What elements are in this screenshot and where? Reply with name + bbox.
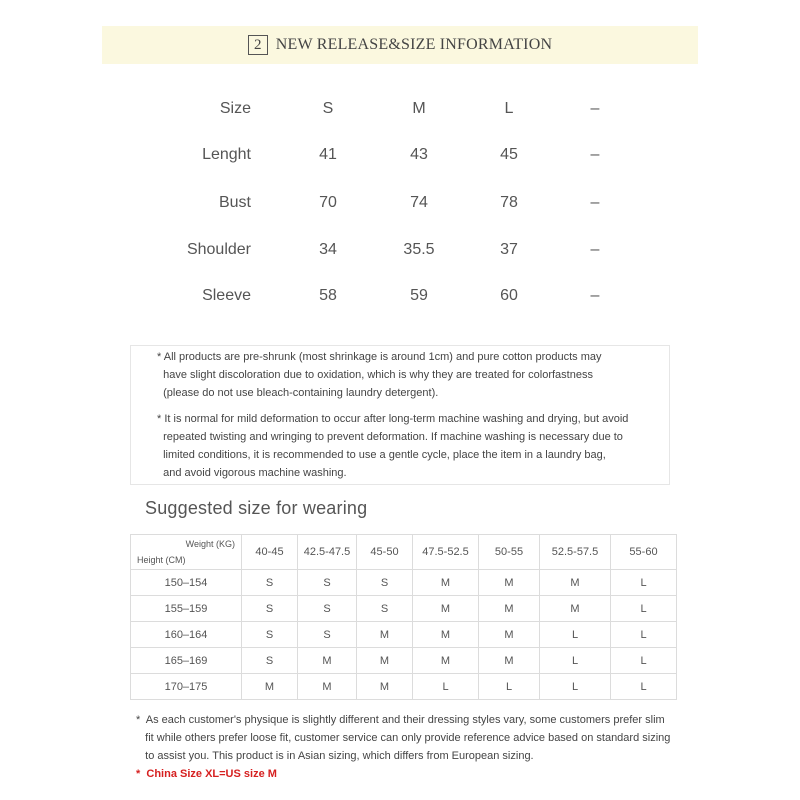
size-cell: L — [611, 596, 677, 622]
size-chart-label: Size — [219, 100, 251, 117]
height-cell: 150–154 — [131, 570, 242, 596]
size-chart-cell: S — [322, 100, 334, 117]
table-row — [131, 648, 677, 674]
section-number: 2 — [248, 35, 268, 55]
size-chart-cell: 35.5 — [403, 241, 435, 258]
size-cell: M — [479, 648, 540, 674]
size-cell: S — [357, 570, 413, 596]
size-chart-row — [0, 143, 800, 167]
care-note-line: and avoid vigorous machine washing. — [157, 467, 347, 479]
size-chart-cell: 74 — [410, 194, 428, 211]
size-cell: M — [413, 596, 479, 622]
suggested-size-table — [130, 534, 677, 700]
size-chart-cell: – — [590, 146, 600, 163]
size-chart-row — [0, 191, 800, 215]
size-chart-cell: 45 — [500, 146, 518, 163]
size-chart-label: Lenght — [202, 146, 251, 163]
size-cell: M — [298, 674, 357, 700]
height-cell: 160–164 — [131, 622, 242, 648]
care-note-line: * All products are pre-shrunk (most shrinkage is around 1cm) and pure cotton products may — [157, 351, 602, 363]
section-title: NEW RELEASE&SIZE INFORMATION — [275, 36, 553, 53]
size-cell: M — [357, 648, 413, 674]
size-chart-cell: – — [590, 100, 600, 117]
size-chart-label: Bust — [218, 194, 251, 211]
weight-header: 55-60 — [611, 535, 677, 570]
size-chart-cell: M — [412, 100, 426, 117]
weight-header: 52.5-57.5 — [540, 535, 611, 570]
size-cell: M — [413, 622, 479, 648]
size-cell: L — [540, 674, 611, 700]
size-chart-label: Sleeve — [202, 287, 251, 304]
size-cell: L — [540, 622, 611, 648]
size-cell: M — [479, 622, 540, 648]
size-chart-cell: 78 — [500, 194, 518, 211]
size-chart-cell: L — [504, 100, 514, 117]
size-cell: S — [242, 596, 298, 622]
size-cell: L — [611, 648, 677, 674]
size-cell: L — [611, 622, 677, 648]
size-cell: L — [413, 674, 479, 700]
size-cell: L — [611, 674, 677, 700]
size-chart-row — [0, 97, 800, 121]
weight-header: 50-55 — [479, 535, 540, 570]
size-chart-cell: 60 — [500, 287, 518, 304]
size-cell: M — [298, 648, 357, 674]
table-header-row — [131, 535, 677, 570]
size-chart-cell: 58 — [319, 287, 337, 304]
table-row — [131, 570, 677, 596]
suggested-size-title: Suggested size for wearing — [145, 498, 368, 518]
disclaimer-line: * As each customer's physique is slightly different and their dressing styles vary, some customers prefer slim — [136, 714, 665, 726]
size-chart-cell: 43 — [410, 146, 428, 163]
care-note-line: have slight discoloration due to oxidation, which is why they are treated for colorfastness — [157, 369, 593, 381]
size-chart-cell: – — [590, 194, 600, 211]
size-cell: M — [413, 570, 479, 596]
size-cell: S — [357, 596, 413, 622]
size-chart-cell: – — [590, 241, 600, 258]
size-chart-cell: – — [590, 287, 600, 304]
size-chart-cell: 70 — [319, 194, 337, 211]
size-cell: L — [479, 674, 540, 700]
table-row — [131, 622, 677, 648]
height-cell: 155–159 — [131, 596, 242, 622]
size-cell: S — [242, 648, 298, 674]
care-note-line: (please do not use bleach-containing laundry detergent). — [157, 387, 439, 399]
size-chart-cell: 41 — [319, 146, 337, 163]
height-cell: 165–169 — [131, 648, 242, 674]
size-chart-cell: 59 — [410, 287, 428, 304]
care-note-line: limited conditions, it is recommended to use a gentle cycle, place the item in a laundry bag, — [157, 449, 606, 461]
weight-header: 40-45 — [242, 535, 298, 570]
size-cell: S — [298, 622, 357, 648]
weight-header: 45-50 — [357, 535, 413, 570]
size-cell: M — [357, 622, 413, 648]
table-row — [131, 596, 677, 622]
weight-header: 42.5-47.5 — [298, 535, 357, 570]
size-cell: M — [479, 570, 540, 596]
size-cell: L — [611, 570, 677, 596]
size-chart-cell: 34 — [319, 241, 337, 258]
size-chart-label: Shoulder — [186, 241, 251, 258]
size-cell: S — [242, 570, 298, 596]
care-note-line: * It is normal for mild deformation to occur after long-term machine washing and drying, but avoid — [157, 413, 629, 425]
size-cell: M — [413, 648, 479, 674]
size-cell: M — [540, 596, 611, 622]
size-chart-row — [0, 238, 800, 262]
size-chart-cell: 37 — [500, 241, 518, 258]
disclaimer-line: to assist you. This product is in Asian sizing, which differs from European sizing. — [136, 750, 534, 762]
weight-header: 47.5-52.5 — [413, 535, 479, 570]
size-cell: M — [479, 596, 540, 622]
disclaimer-line: fit while others prefer loose fit, customer service can only provide reference advice based on standard sizing — [136, 732, 671, 744]
care-note-line: repeated twisting and wringing to prevent deformation. If machine washing is necessary due to — [157, 431, 623, 443]
care-notes-box — [130, 345, 670, 485]
table-corner-cell — [131, 535, 242, 570]
table-row — [131, 674, 677, 700]
size-cell: M — [540, 570, 611, 596]
height-cell: 170–175 — [131, 674, 242, 700]
size-cell: S — [298, 596, 357, 622]
section-banner — [102, 26, 698, 64]
size-chart-row — [0, 284, 800, 308]
size-cell: S — [298, 570, 357, 596]
height-axis-label: Height (CM) — [137, 555, 186, 565]
size-conversion-note: * China Size XL=US size M — [136, 768, 277, 780]
size-cell: M — [357, 674, 413, 700]
size-cell: M — [242, 674, 298, 700]
size-cell: L — [540, 648, 611, 674]
weight-axis-label: Weight (KG) — [185, 539, 235, 549]
size-cell: S — [242, 622, 298, 648]
